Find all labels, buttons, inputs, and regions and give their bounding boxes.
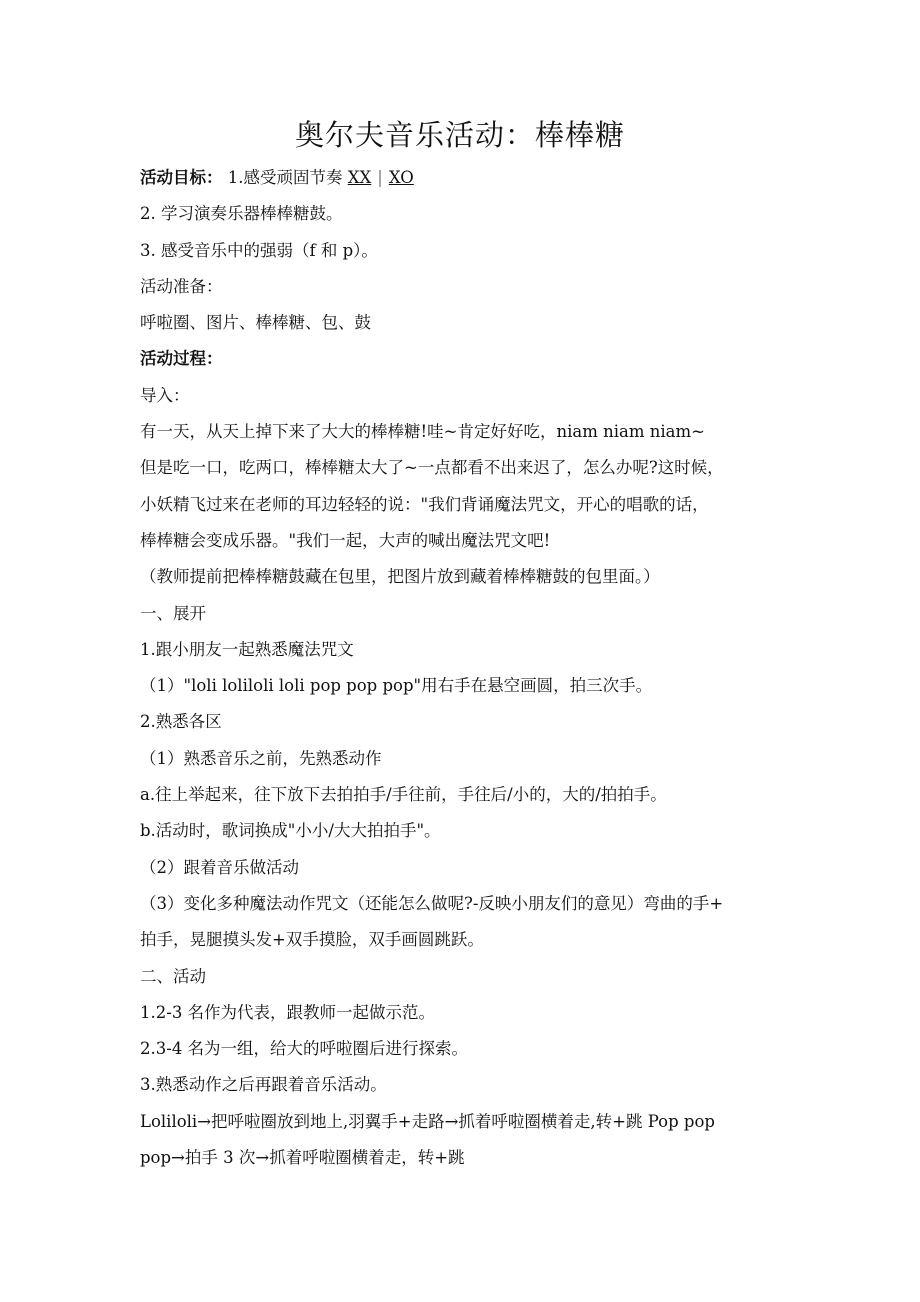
goal-item-1: 1.感受顽固节奏 bbox=[222, 168, 343, 187]
intro-line: 但是吃一口，吃两口，棒棒糖太大了~一点都看不出来迟了，怎么办呢?这时候， bbox=[140, 458, 724, 478]
section2-line: Loliloli→把呼啦圈放到地上,羽翼手+走路→抓着呼啦圈横着走,转+跳 Pop pop bbox=[140, 1111, 715, 1131]
rhythm-notation-1: XX bbox=[347, 168, 372, 187]
goal-item-2: 2. 学习演奏乐器棒棒糖鼓。 bbox=[140, 204, 343, 224]
document-body bbox=[140, 160, 800, 1176]
rhythm-separator: | bbox=[377, 168, 383, 187]
goals-label: 活动目标： bbox=[140, 168, 223, 187]
document-title: 奥尔夫音乐活动：棒棒糖 bbox=[294, 118, 625, 152]
section1-line: （2）跟着音乐做活动 bbox=[140, 857, 299, 877]
section1-line: 2.熟悉各区 bbox=[140, 712, 222, 732]
section1-line: （1）熟悉音乐之前，先熟悉动作 bbox=[140, 748, 382, 768]
rhythm-notation-2: XO bbox=[388, 168, 414, 187]
section2-line: pop→拍手 3 次→抓着呼啦圈横着走，转+跳 bbox=[140, 1148, 465, 1168]
section1-heading: 一、展开 bbox=[140, 603, 206, 623]
section2-line: 1.2-3 名作为代表，跟教师一起做示范。 bbox=[140, 1002, 436, 1022]
section1-line: 拍手，晃腿摸头发+双手摸脸，双手画圆跳跃。 bbox=[140, 930, 484, 950]
section1-line: （3）变化多种魔法动作咒文（还能怎么做呢?-反映小朋友们的意见）弯曲的手+ bbox=[140, 893, 724, 913]
section2-heading: 二、活动 bbox=[140, 966, 206, 986]
intro-line: 棒棒糖会变成乐器。"我们一起，大声的喊出魔法咒文吧! bbox=[140, 530, 551, 550]
prep-items: 呼啦圈、图片、棒棒糖、包、鼓 bbox=[140, 313, 371, 333]
intro-line: 有一天，从天上掉下来了大大的棒棒糖!哇~肯定好好吃，niam niam niam~ bbox=[140, 422, 705, 442]
prep-label: 活动准备： bbox=[140, 276, 223, 296]
section1-line: （1）"loli loliloli loli pop pop pop"用右手在悬空画圆，拍三次手。 bbox=[140, 676, 653, 696]
section1-line: b.活动时，歌词换成"小小/大大拍拍手"。 bbox=[140, 821, 441, 841]
process-label: 活动过程： bbox=[140, 349, 223, 369]
section1-line: a.往上举起来，往下放下去拍拍手/手往前，手往后/小的，大的/拍拍手。 bbox=[140, 785, 667, 805]
goal-item-3: 3. 感受音乐中的强弱（f 和 p）。 bbox=[140, 240, 378, 260]
intro-line: （教师提前把棒棒糖鼓藏在包里，把图片放到藏着棒棒糖鼓的包里面。） bbox=[140, 567, 660, 587]
section1-line: 1.跟小朋友一起熟悉魔法咒文 bbox=[140, 639, 354, 659]
intro-line: 小妖精飞过来在老师的耳边轻轻的说："我们背诵魔法咒文，开心的唱歌的话， bbox=[140, 494, 709, 514]
intro-label: 导入： bbox=[140, 385, 190, 405]
section2-line: 3.熟悉动作之后再跟着音乐活动。 bbox=[140, 1075, 387, 1095]
section2-line: 2.3-4 名为一组，给大的呼啦圈后进行探索。 bbox=[140, 1039, 469, 1059]
goals-line bbox=[140, 160, 800, 196]
